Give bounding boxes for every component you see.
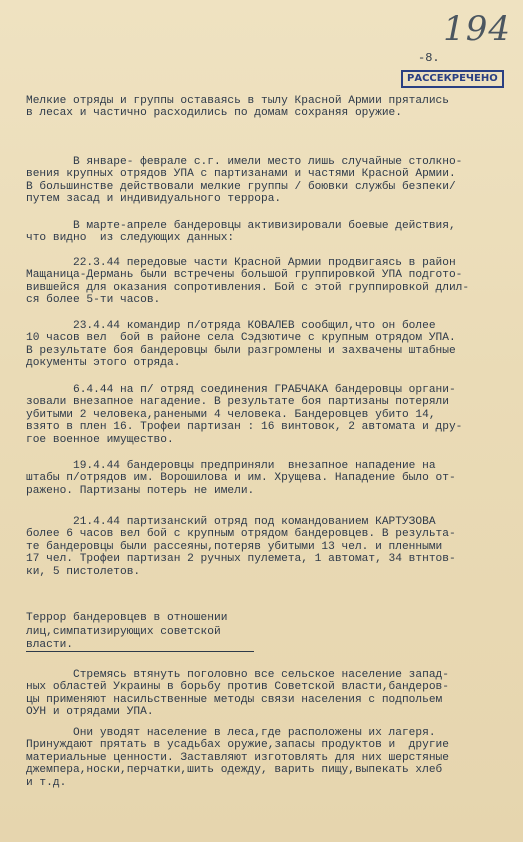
paragraph-1: Мелкие отряды и группы оставаясь в тылу Красной Армии прятались в лесах и частично расходились по домам сохраняя оружие. xyxy=(26,95,449,120)
paragraph-4: 22.3.44 передовые части Красной Армии продвигаясь в район Мащаница-Дермань были встречены большой группировкой УПА подгото- вившейся для оказания сопротивления. Бой с этой группировкой длил- ся более 5-ти часов. xyxy=(26,257,470,307)
archive-page-number: 194 xyxy=(443,9,511,49)
paragraph-2: В январе- феврале с.г. имели место лишь случайные столкно- вения крупных отрядов УПА с партизанами и частями Красной Армии. В большинстве действовали мелкие группы / боювки службы безпеки/ путем засад и индивидуального террора. xyxy=(26,156,463,206)
paragraph-5: 23.4.44 командир п/отряда КОВАЛЕВ сообщил,что он более 10 часов вел бой в районе села Сэдзютиче с крупным отрядом УПА. В результате боя бандеровцы были разгромлены и захвачены штабные документы этого отряда. xyxy=(26,320,456,370)
paragraph-9: Стремясь втянуть поголовно все сельское население запад- ных областей Украины в борьбу против Советской власти,бандеров- цы применяют насильственные методы связи населения с подпольем ОУН и отрядами УПА. xyxy=(26,669,449,719)
paragraph-6: 6.4.44 на п/ отряд соединения ГРАБЧАКА бандеровцы органи- зовали внезапное нагадение. В результате боя партизаны потеряли убитыми 2 человека,ранеными 4 человека. Бандеровцев убито 14, взято в плен 16. Трофеи партизан : 16 винтовок, 2 автомата и дру- гое военное имущество. xyxy=(26,384,463,446)
paragraph-10: Они уводят население в леса,где расположены их лагеря. Принуждают прятать в усадьбах оружие,запасы продуктов и другие материальные ценности. Заставляют изготовлять для них шерстяные джемпера,носки,перчатки,шить одежду, варить пищу,выпекать хлеб и т.д. xyxy=(26,727,449,789)
typed-page-number: -8. xyxy=(418,51,440,65)
paragraph-8: 21.4.44 партизанский отряд под командованием КАРТУЗОВА более 6 часов вел бой с крупным отрядом бандеровцев. В результа- те бандеровцы были рассеяны,потеряв убитыми 13 чел. и пленными 17 чел. Трофеи партизан 2 ручных пулемета, 1 автомат, 34 втнтов- ки, 5 пистолетов. xyxy=(26,516,456,578)
declassified-stamp: РАССЕКРЕЧЕНО xyxy=(401,70,504,88)
heading-underline xyxy=(26,651,254,652)
paragraph-3: В марте-апреле бандеровцы активизировали боевые действия, что видно из следующих данных: xyxy=(26,220,456,245)
section-heading: Террор бандеровцев в отношении лиц,симпатизирующих советской власти. xyxy=(26,612,228,651)
paragraph-7: 19.4.44 бандеровцы предприняли внезапное нападение на штабы п/отрядов им. Ворошилова и им. Хрущева. Нападение было от- ражено. Партизаны потерь не имели. xyxy=(26,460,456,497)
